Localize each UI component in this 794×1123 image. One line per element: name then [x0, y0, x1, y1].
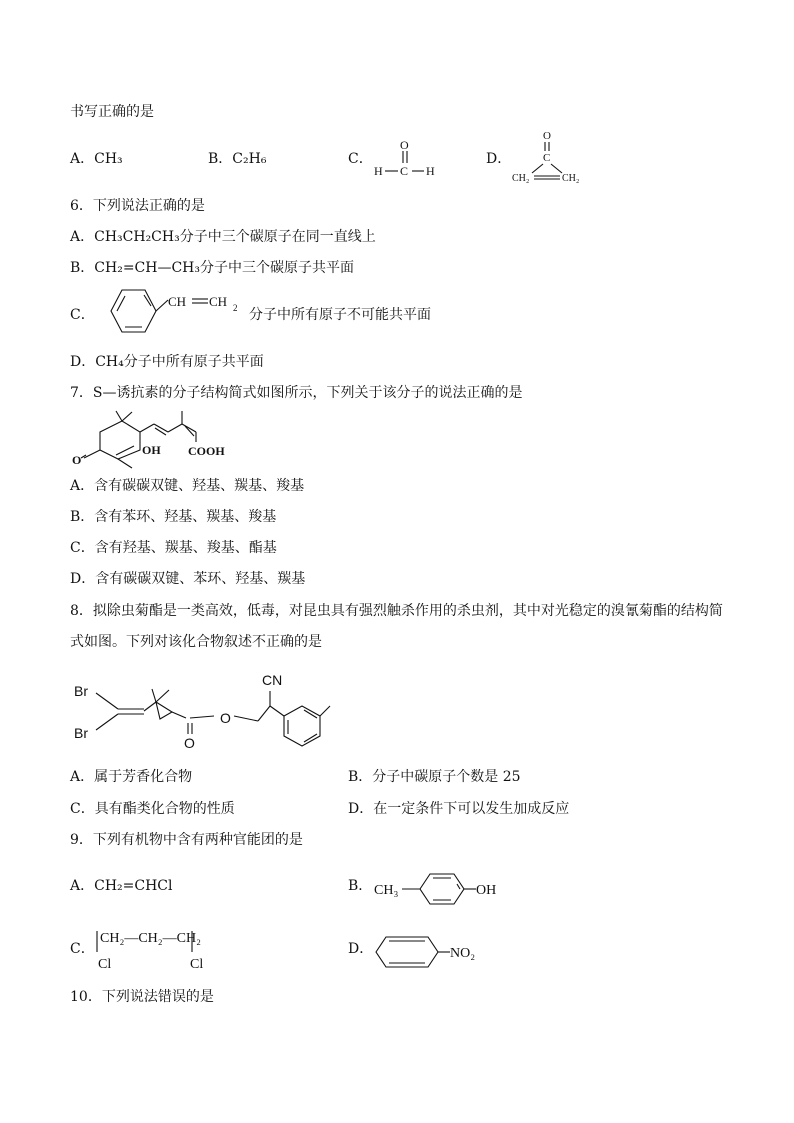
q8-option-c: C．具有酯类化合物的性质: [70, 801, 235, 817]
q8-stem-line1: 8．拟除虫菊酯是一类高效，低毒，对昆虫具有强烈触杀作用的杀虫剂，其中对光稳定的溴氰菊酯的结构简: [70, 603, 723, 619]
q6-option-c-text: 分子中所有原子不可能共平面: [249, 307, 431, 323]
q5-option-a: [70, 150, 123, 168]
atom-o: O: [543, 130, 551, 142]
q9-stem: 9．下列有机物中含有两种官能团的是: [70, 832, 303, 848]
deltamethrin-structure: [72, 664, 342, 756]
formula: C₂H₆: [232, 151, 267, 167]
nitrile-cn: CN: [262, 672, 283, 688]
atom-h-right: H: [426, 164, 435, 178]
q6-option-a: A．CH₃CH₂CH₃分子中三个碳原子在同一直线上: [70, 229, 376, 245]
q9-option-c-label: C．: [70, 941, 95, 957]
q6-option-d: D．CH₄分子中所有原子共平面: [70, 354, 264, 370]
q7-option-b: B．含有苯环、羟基、羰基、羧基: [70, 509, 277, 525]
formula: CH₃: [94, 151, 123, 167]
nitro-no2: NO₂: [450, 946, 476, 961]
atom-c: C: [543, 152, 551, 164]
cyclopropenone-structure: [510, 128, 586, 186]
q7-stem: 7．S—诱抗素的分子结构简式如图所示，下列关于该分子的说法正确的是: [70, 385, 523, 401]
q7-option-d: D．含有碳碳双键、苯环、羟基、羰基: [70, 571, 306, 587]
atom-ch2-right: CH₂: [562, 173, 580, 184]
atom-ch2-left: CH₂: [512, 173, 530, 184]
carbon-chain: CH₂—CH₂—CH₂: [100, 931, 201, 946]
atom-h-left: H: [374, 164, 383, 178]
hydroxyl-oh: OH: [476, 883, 497, 898]
q5-option-b: [208, 150, 266, 168]
styrene-structure: [100, 284, 250, 344]
bromine-bottom: Br: [74, 725, 88, 741]
ch2-group: CH: [209, 294, 228, 309]
abscisic-acid-structure: [72, 408, 242, 470]
atom-o: O: [400, 138, 409, 152]
q9-option-b-label: B．: [348, 878, 373, 894]
bromine-top: Br: [74, 683, 88, 699]
chlorine-left: Cl: [98, 957, 112, 972]
q5-option-d-label: D．: [486, 151, 512, 167]
q10-stem: 10．下列说法错误的是: [70, 989, 214, 1005]
q8-option-b: B．分子中碳原子个数是 25: [348, 769, 521, 785]
formaldehyde-structure: [370, 136, 440, 180]
q5-stem-end: 书写正确的是: [70, 104, 154, 120]
q9-option-a: A．CH₂=CHCl: [70, 878, 173, 894]
q9-option-d-label: D．: [348, 941, 374, 957]
option-label: B．: [208, 151, 233, 167]
dichloropropane-structure: [92, 926, 242, 972]
q8-stem-line2: 式如图。下列对该化合物叙述不正确的是: [70, 634, 322, 650]
atom-c: C: [400, 164, 409, 178]
carbonyl-o: O: [184, 735, 195, 751]
ch2-subscript: 2: [233, 303, 238, 313]
ester-o: O: [220, 710, 231, 726]
q8-option-d: D．在一定条件下可以发生加成反应: [348, 801, 570, 817]
q6-option-b: B．CH₂=CH—CH₃分子中三个碳原子共平面: [70, 260, 355, 276]
q7-option-c: C．含有羟基、羰基、羧基、酯基: [70, 540, 277, 556]
ch-group: CH: [168, 294, 187, 309]
q8-option-a: A．属于芳香化合物: [70, 769, 193, 785]
carboxyl-cooh: COOH: [188, 444, 225, 458]
q6-option-c-label: C．: [70, 307, 95, 323]
q5-option-c-label: C．: [348, 151, 373, 167]
p-cresol-structure: [372, 870, 512, 906]
hydroxyl-oh: OH: [142, 443, 161, 457]
nitrobenzene-structure: [374, 934, 494, 970]
q7-option-a: A．含有碳碳双键、羟基、羰基、羧基: [70, 478, 305, 494]
q6-stem: 6．下列说法正确的是: [70, 198, 205, 214]
methyl-ch3: CH₃: [374, 883, 399, 898]
ketone-o: O: [72, 453, 82, 467]
chlorine-right: Cl: [190, 957, 204, 972]
option-label: A．: [70, 151, 95, 167]
